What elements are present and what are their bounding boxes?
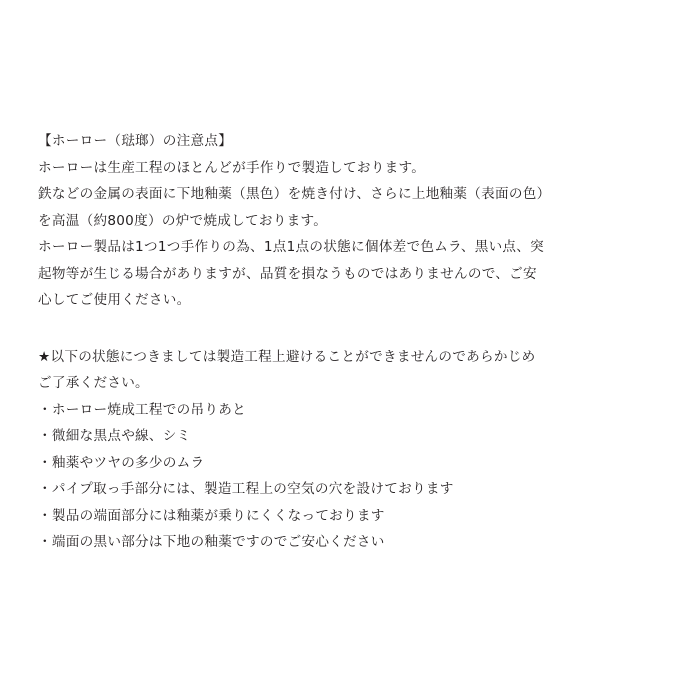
intro-line: を高温（約800度）の炉で焼成しております。 <box>38 212 328 229</box>
notice-heading <box>38 128 662 155</box>
intro-line: 起物等が生じる場合がありますが、品質を損なうものではありませんので、ご安 <box>38 265 537 282</box>
list-item: ・釉薬やツヤの多少のムラ <box>38 454 205 471</box>
document-body <box>38 128 662 556</box>
notice-line: ご了承ください。 <box>38 375 149 391</box>
list-item: ・ホーロー焼成工程での吊りあと <box>38 401 246 418</box>
list-item: ・微細な黒点や線、シミ <box>38 428 191 444</box>
condition-list <box>38 397 662 556</box>
intro-line: 心してご使用ください。 <box>38 292 191 308</box>
notice-paragraph <box>38 344 662 397</box>
list-item: ・端面の黒い部分は下地の釉薬ですのでご安心ください <box>38 534 385 550</box>
intro-paragraph <box>38 155 662 314</box>
heading-text: 【ホーロー（琺瑯）の注意点】 <box>38 133 233 149</box>
intro-line: ホーロー製品は1つ1つ手作りの為、1点1点の状態に個体差で色ムラ、黒い点、突 <box>38 239 545 255</box>
notice-line: ★以下の状態につきましては製造工程上避けることができませんのであらかじめ <box>38 348 536 365</box>
paragraph-spacer <box>38 314 662 344</box>
list-item: ・パイプ取っ手部分には、製造工程上の空気の穴を設けております <box>38 481 454 497</box>
intro-line: 鉄などの金属の表面に下地釉薬（黒色）を焼き付け、さらに上地釉薬（表面の色） <box>38 186 551 202</box>
intro-line: ホーローは生産工程のほとんどが手作りで製造しております。 <box>38 159 426 176</box>
list-item: ・製品の端面部分には釉薬が乗りにくくなっております <box>38 507 385 524</box>
